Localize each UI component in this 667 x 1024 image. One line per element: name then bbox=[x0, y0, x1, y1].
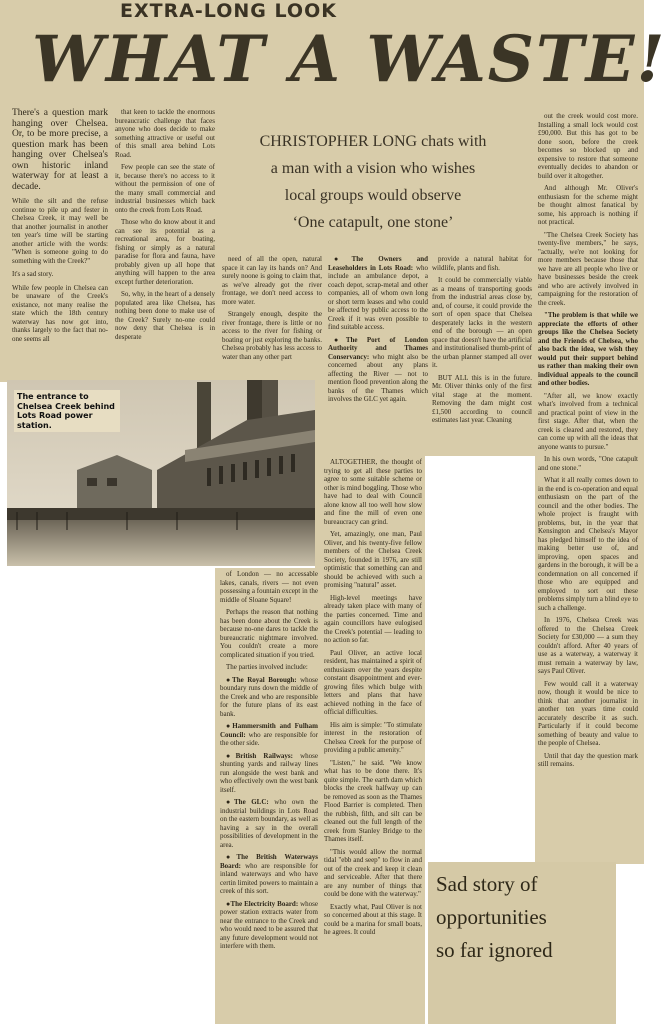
lead-paragraph: While few people in Chelsea can be unaware of the Creek's existance, not many realise the state which the 18th century waterway has now got into, thanks largely to the fact that no-one seems all bbox=[12, 283, 108, 343]
bullet-heading: ● Hammersmith and Fulham Council: bbox=[220, 722, 318, 739]
paragraph: whose shunting yards and railway lines run alongside the west bank and who effectively own the west bank itself. bbox=[220, 751, 319, 794]
paragraph: In his own words, "One catapult and one stone." bbox=[538, 455, 638, 472]
article-column-2 bbox=[115, 108, 215, 378]
paragraph: High-level meetings have already taken place with many of the parties concerned. Time and again councillors have eulogised the Creek's potential — leading to no action so far. bbox=[324, 593, 422, 644]
lead-paragraph: While the silt and the refuse continue to pile up and fester in Chelsea Creek, it may well be that another journalist in another ten year's time will be starting another article with the words: "When is someone going to do something with the Creek?" bbox=[12, 197, 108, 265]
bullet-heading: ● The Owners and Leaseholders in Lots Road: bbox=[328, 255, 428, 272]
paragraph: The parties involved include: bbox=[226, 663, 308, 671]
lead-column bbox=[12, 108, 108, 348]
paragraph: whose boundary runs down the middle of the Creek and who are responsible for the future plans of its east bank. bbox=[220, 675, 318, 718]
paragraph: "This would allow the normal tidal "ebb and seep" to flow in and out of the creek and keep it clean and serviceable. After that there are any number of things that could be done with the waterway." bbox=[324, 847, 422, 898]
paragraph: need of all the open, natural space it can lay its hands on? And surely noone is going to claim that, as we've already got the river frontage, we don't need access to more water. bbox=[222, 255, 322, 306]
deck bbox=[228, 128, 518, 236]
bullet-heading: ● British Railways: bbox=[226, 752, 293, 760]
paragraph: Perhaps the reason that nothing has been done about the Creek is because no-one dares to tackle the bureaucratic nightmare involved. You couldn't create a more complicated situation if you tried. bbox=[220, 608, 318, 659]
paragraph: It could be commercially viable as a means of transporting goods from the industrial areas close by, and, of course, it could provide the sort of open space that Chelsea desperately lacks in the western end of the borough — an open space that doesn't have the artificial and institutionalised thumb-print of the urban planner stamped all over it. bbox=[432, 276, 532, 369]
paragraph: who are responsible for the other side. bbox=[220, 730, 318, 747]
paragraph: who are responsible for inland waterways and who have certin limited powers to maintain a creek of this sort. bbox=[220, 861, 318, 895]
bullet-heading: ● The Port of London Authority and Thames Conservancy: bbox=[328, 336, 428, 361]
paragraph: who might also be concerned about any plans affecting the River — not to mention flood prevention along the banks of the Thames which involves the GLC yet again. bbox=[328, 352, 428, 403]
sidebar-line: so far ignored bbox=[436, 938, 553, 962]
paragraph: whose power station extracts water from near the entrance to the Creek and who would need to be assured that any future development would not interfere with them. bbox=[220, 899, 319, 950]
paragraph: that keen to tackle the enormous bureaucratic challenge that faces anyone who does decide to make something attractive or useful out of this small area behind Lots Road. bbox=[115, 108, 215, 159]
kicker: EXTRA-LONG LOOK bbox=[120, 0, 337, 22]
paragraph: In 1976, Chelsea Creek was offered to the Chelsea Creek Society for £30,000 — a sum they couldn't afford. After 40 years of use as a waterway, a waterway it must remain a waterway by law, says Paul Oliver. bbox=[538, 616, 638, 675]
sidebar-line: opportunities bbox=[436, 905, 547, 929]
paragraph: His aim is simple: "To stimulate interest in the restoration of Chelsea Creek for the purpose of providing a public amenity." bbox=[324, 720, 422, 754]
paragraph: Until that day the question mark still remains. bbox=[538, 751, 638, 768]
paragraph: "The Chelsea Creek Society has twenty-five members," he says, "actually, we're not looking for more members because those that we have are all people who live or have businesses beside the creek and who are actively involved in campaigning for the restoration of the creek. bbox=[538, 230, 638, 307]
paragraph: Paul Oliver, an active local resident, has maintained a spirit of enthusiasm over the years despite constant disappointment and ever-growing files which bulge with letters and plans that have achieved nothing in the face of official difficulties. bbox=[324, 648, 422, 716]
bullet-heading: ● The GLC: bbox=[226, 798, 269, 806]
paragraph: So, why, in the heart of a densely populated area like Chelsea, has nothing been done to make use of the Creek? Surely no-one could now deny that Chelsea is in desperate bbox=[115, 290, 215, 341]
article-column-8 bbox=[324, 458, 422, 1020]
paragraph: And although Mr. Oliver's enthusiasm for the scheme might be thought almost fanatical by some, his approach is nothing if not practical. bbox=[538, 184, 638, 226]
paragraph: Exactly what, Paul Oliver is not so concerned about at this stage. It could be a marina for small boats, he agrees. It could bbox=[324, 902, 422, 936]
paragraph: provide a natural habitat for wildlife, plants and fish. bbox=[432, 255, 532, 272]
paragraph: out the creek would cost more. Installing a small lock would cost £90,000. But this has got to be done soon, before the creek becomes so blocked up and expensive to restore that someone eventually decides to abandon or build over it altogether. bbox=[538, 112, 638, 180]
lead-paragraph: There's a question mark hanging over Chelsea. Or, to be more precise, a question mark has been hanging over Chelsea's own historic inland waterway for at least a decade. bbox=[12, 108, 108, 192]
paragraph: Strangely enough, despite the river frontage, there is little or no access to the river for fishing or boating or just exploring the banks. Chelsea probably has less access to water than any other part bbox=[222, 310, 322, 361]
paragraph: Yet, amazingly, one man, Paul Oliver, and his twenty-five fellow members of the Chelsea Creek Society, founded in 1976, are still optimistic that something can and should be achieved with such a promising "natural" asset. bbox=[324, 530, 422, 589]
article-column-6 bbox=[538, 112, 638, 860]
article-column-4 bbox=[328, 255, 428, 403]
bullet-heading: ● The Royal Borough: bbox=[226, 676, 297, 684]
article-column-5 bbox=[432, 255, 532, 450]
paragraph: ALTOGETHER, the thought of trying to get all these parties to agree to some suitable scheme or other is mind boggling. Those who have had to deal with Council alone know all too well how slow and fine the mill of even one bureaucracy can grind. bbox=[324, 458, 422, 526]
paragraph: "Listen," he said. "We know what has to be done there. It's quite simple. The earth dam which blocks the creek halfway up can be removed as soon as the Thames Flood Barrier is completed. Then the rubbish, filth, and silt can be cleaned out the full length of the creek from Stanley Bridge to the Thames itself. bbox=[324, 758, 422, 843]
paragraph: of London — no accessable lakes, canals, rivers — not even possessing a fountain except in the middle of Sloane Square! bbox=[220, 570, 318, 604]
paragraph: What it all really comes down to in the end is co-operation and equal enthusiasm on the part of the council and the other bodies. The whole project is fraught with problems, but, in the year that Kensington and Chelsea's Mayor has pledged himself to the idea of making better use of, and improving, open spaces and gardens in the borough, it will be a condemnation on all concerned if those who are equipped and employed to sort out these problems simply turn a blind eye to such a challenge. bbox=[538, 476, 638, 612]
article-column-3 bbox=[222, 255, 322, 377]
article-column-7 bbox=[220, 570, 318, 1020]
paragraph: "After all, we know exactly what's involved from a technical and practical point of view in the first stage. After that, when the creek is cleared and restored, they can come up with all the ideas that anyone wants to pursue." bbox=[538, 391, 638, 451]
paragraph: BUT ALL this is in the future. Mr. Oliver thinks only of the first vital stage at the moment. Removing the dam might cost £1,500 according to council estimates last year. Cleaning bbox=[432, 373, 532, 424]
deck-line: a man with a vision who wishes bbox=[270, 160, 476, 177]
bullet-heading: ● The Electricity Board: bbox=[226, 900, 298, 908]
deck-line: CHRISTOPHER LONG chats with bbox=[259, 133, 487, 150]
paragraph: Those who do know about it and can see its potential as a recreational area, for boating, fishing or simply as a natural paradise for flora and fauna, have probably given up all hope that anything will happen to the area except further deterioration. bbox=[115, 218, 215, 286]
bullet-heading: ● The British Waterways Board: bbox=[220, 853, 318, 870]
photo-caption: The entrance to Chelsea Creek behind Lots Road power station. bbox=[14, 390, 120, 432]
deck-line: ‘One catapult, one stone’ bbox=[292, 214, 454, 231]
sidebar-line: Sad story of bbox=[436, 872, 538, 896]
paragraph: who own the industrial buildings in Lots Road on the eastern boundary, as well as having a say in the overall possibilities of development in the area. bbox=[220, 798, 319, 849]
paragraph: Few people can see the state of it, because there's no access to it without the permission of one of the many small commercial and industrial businesses which back onto the creek from Lots Road. bbox=[115, 163, 215, 214]
sidebar-heading bbox=[436, 868, 626, 967]
deck-line: local groups would observe bbox=[284, 187, 462, 204]
paragraph: "The problem is that while we appreciate the efforts of other groups like the Chelsea Society and the Friends of Chelsea, who also back the idea, we wish they would put their support behind us rather than making their own individual appeals to the council and other bodies. bbox=[538, 311, 638, 387]
paragraph: Few would call it a waterway now, though it would be nice to think that another journalist in another ten years time could accurately describe it as such. Particularly if it could become something of beauty and value to the people of Chelsea. bbox=[538, 679, 638, 747]
headline: WHAT A WASTE! bbox=[32, 22, 667, 97]
paragraph: who include an ambulance depot, a coach depot, scrap-metal and other companies, all of whom own long or short term leases and who could be affected by public access to the Creek if it was even possible to find suitable access. bbox=[328, 263, 428, 331]
lead-paragraph: It's a sad story. bbox=[12, 270, 54, 278]
